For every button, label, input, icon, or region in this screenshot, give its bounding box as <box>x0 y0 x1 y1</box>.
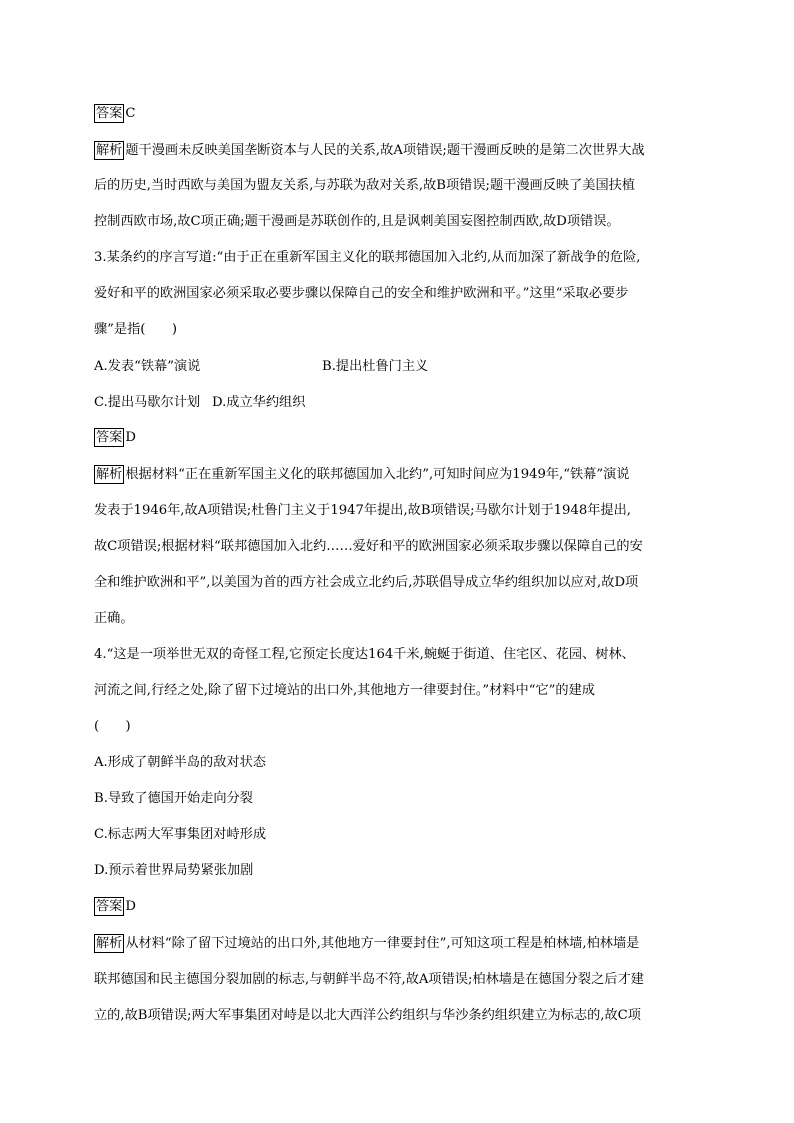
q4-answer-value: D <box>125 899 136 914</box>
q2-analysis-text-1: 题干漫画未反映美国垄断资本与人民的关系,故A项错误;题干漫画反映的是第二次世界大战 <box>125 143 645 158</box>
q3-stem-line-1: 3.某条约的序言写道:“由于正在重新军国主义化的联邦德国加入北约,从而加深了新战争的危险, <box>94 250 641 265</box>
analysis-label: 解析 <box>96 936 123 951</box>
q3-stem-line-2: 爱好和平的欧洲国家必须采取必要步骤以保障自己的安全和维护欧洲和平。”这里“采取必要步 <box>94 286 629 301</box>
q3-stem-line-3: 骤”是指( ) <box>94 322 177 337</box>
q3-analysis-line-3: 故C项错误;根据材料“联邦德国加入北约……爱好和平的欧洲国家必须采取步骤以保障自己的安 <box>94 539 643 554</box>
q4-stem-line-3: ( ) <box>94 719 131 734</box>
q3-analysis-line-5: 正确。 <box>94 611 134 626</box>
q4-analysis-line-2: 联邦德国和民主德国分裂加剧的标志,与朝鲜半岛不符,故A项错误;柏林墙是在德国分裂之后才建 <box>94 972 644 987</box>
q3-option-c: C.提出马歇尔计划 <box>94 395 201 410</box>
analysis-label: 解析 <box>96 143 123 158</box>
q4-analysis-line-3: 立的,故B项错误;两大军事集团对峙是以北大西洋公约组织与华沙条约组织建立为标志的,故C项 <box>94 1008 641 1023</box>
q3-option-d: D.成立华约组织 <box>212 395 306 410</box>
q3-option-b: B.提出杜鲁门主义 <box>322 359 429 374</box>
q3-analysis-line-2: 发表于1946年,故A项错误;杜鲁门主义于1947年提出,故B项错误;马歇尔计划于1948年提出, <box>94 503 631 518</box>
q3-options-row-1 <box>94 357 694 377</box>
q4-analysis-text-1: 从材料“除了留下过境站的出口外,其他地方一律要封住”,可知这项工程是柏林墙,柏林墙是 <box>125 936 640 951</box>
q3-analysis-line-1 <box>94 465 694 485</box>
q2-analysis-line-1 <box>94 141 694 161</box>
q3-option-a: A.发表“铁幕”演说 <box>94 359 201 374</box>
q4-option-b: B.导致了德国开始走向分裂 <box>94 791 253 806</box>
q2-analysis-line-2: 后的历史,当时西欧与美国为盟友关系,与苏联为敌对关系,故B项错误;题干漫画反映了美国扶植 <box>94 178 636 193</box>
answer-label: 答案 <box>96 430 123 445</box>
q4-option-d: D.预示着世界局势紧张加剧 <box>94 863 254 878</box>
answer-label: 答案 <box>96 106 123 121</box>
q2-answer-line <box>94 104 694 124</box>
q4-stem-line-2: 河流之间,行经之处,除了留下过境站的出口外,其他地方一律要封住。”材料中“它”的建成 <box>94 683 595 698</box>
q3-answer-value: D <box>125 430 136 445</box>
analysis-label: 解析 <box>96 467 123 482</box>
q3-options-row-2 <box>94 393 694 413</box>
answer-label: 答案 <box>96 899 123 914</box>
q4-option-a: A.形成了朝鲜半岛的敌对状态 <box>94 755 266 770</box>
q3-analysis-text-1: 根据材料“正在重新军国主义化的联邦德国加入北约”,可知时间应为1949年,“铁幕”演说 <box>125 467 630 482</box>
q4-analysis-line-1 <box>94 934 694 954</box>
q2-answer-value: C <box>125 106 136 121</box>
q3-answer-line <box>94 428 694 448</box>
q4-option-c: C.标志两大军事集团对峙形成 <box>94 827 267 842</box>
q2-analysis-line-3: 控制西欧市场,故C项正确;题干漫画是苏联创作的,且是讽刺美国妄图控制西欧,故D项错误。 <box>94 214 620 229</box>
q3-analysis-line-4: 全和维护欧洲和平”,以美国为首的西方社会成立北约后,苏联倡导成立华约组织加以应对,故D项 <box>94 575 639 590</box>
q4-answer-line <box>94 897 694 917</box>
q4-stem-line-1: 4.“这是一项举世无双的奇怪工程,它预定长度达164千米,蜿蜒于街道、住宅区、花园、树林、 <box>94 647 635 662</box>
